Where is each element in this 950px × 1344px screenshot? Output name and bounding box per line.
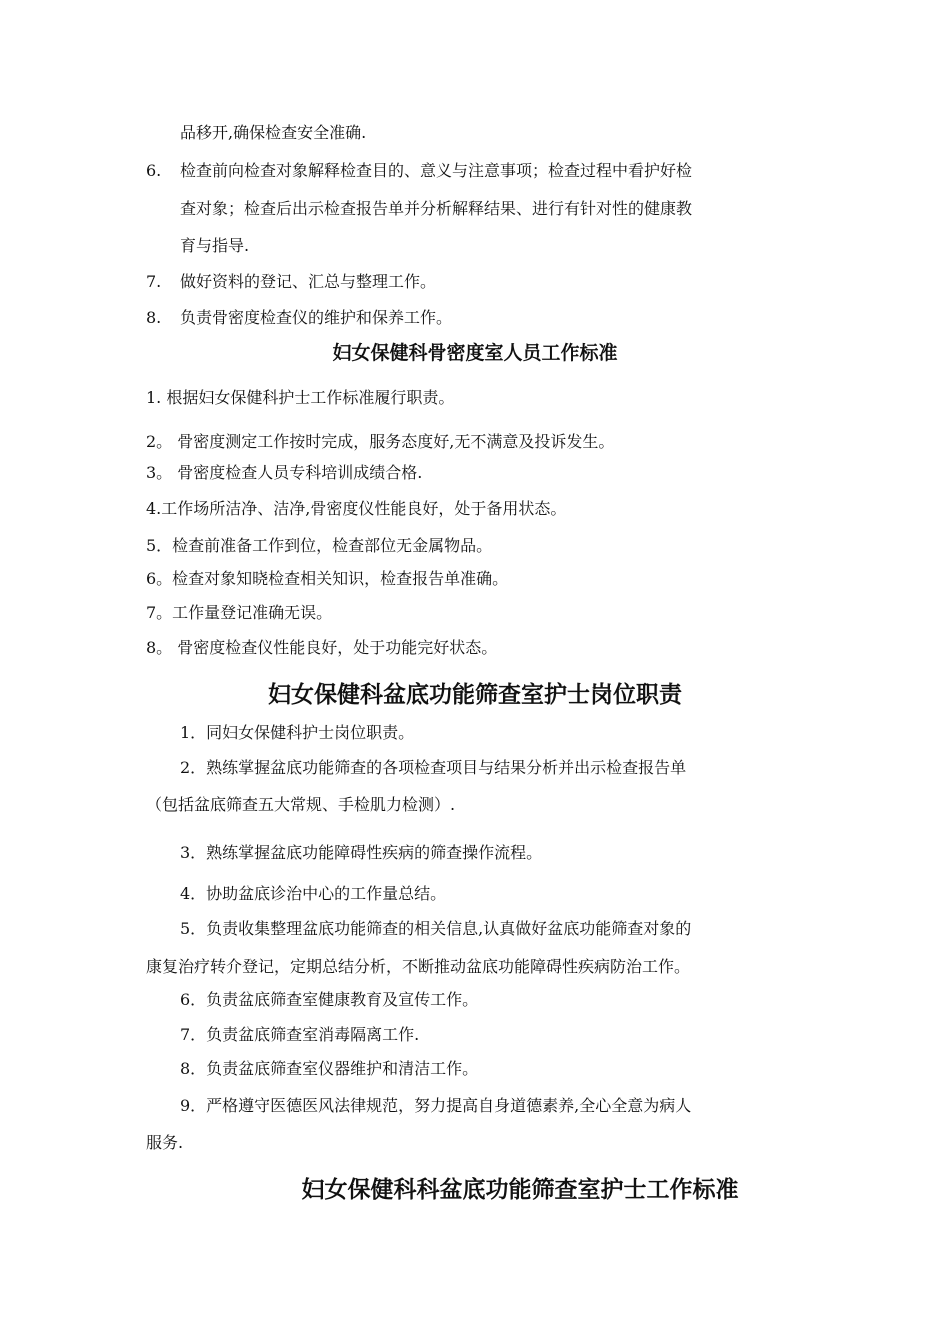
list-item: 1．同妇女保健科护士岗位职责。	[180, 723, 415, 742]
list-item: 6。检查对象知晓检查相关知识，检查报告单准确。	[146, 569, 509, 588]
list-item: 3．熟练掌握盆底功能障碍性疾病的筛查操作流程。	[180, 843, 543, 862]
item-text: 检查前向检查对象解释检查目的、意义与注意事项；检查过程中看护好检	[180, 161, 693, 180]
section-title: 妇女保健科骨密度室人员工作标准	[332, 342, 618, 364]
list-item-continuation: 服务.	[146, 1133, 184, 1152]
list-item: 6．负责盆底筛查室健康教育及宣传工作。	[180, 990, 479, 1009]
list-item: 9．严格遵守医德医风法律规范，努力提高自身道德素养,全心全意为病人	[180, 1096, 692, 1115]
list-item-continuation: 康复治疗转介登记，定期总结分析，不断推动盆底功能障碍性疾病防治工作。	[146, 957, 691, 976]
section-title: 妇女保健科盆底功能筛查室护士岗位职责	[268, 681, 682, 708]
item-number: 8.	[146, 308, 162, 327]
list-item: 5．负责收集整理盆底功能筛查的相关信息,认真做好盆底功能筛查对象的	[180, 919, 692, 938]
item-number: 7.	[146, 272, 162, 291]
list-item: 7。工作量登记准确无误。	[146, 603, 333, 622]
item-text: 做好资料的登记、汇总与整理工作。	[180, 272, 437, 291]
item-text: 查对象；检查后出示检查报告单并分析解释结果、进行有针对性的健康教	[180, 199, 693, 218]
list-item: 4．协助盆底诊治中心的工作量总结。	[180, 884, 447, 903]
list-item: 2．熟练掌握盆底功能筛查的各项检查项目与结果分析并出示检查报告单	[180, 758, 687, 777]
list-item-continuation: （包括盆底筛查五大常规、手检肌力检测）.	[146, 795, 456, 814]
section-title: 妇女保健科科盆底功能筛查室护士工作标准	[301, 1176, 739, 1203]
item-number: 6.	[146, 161, 162, 180]
list-item: 8．负责盆底筛查室仪器维护和清洁工作。	[180, 1059, 479, 1078]
list-item: 5．检查前准备工作到位，检查部位无金属物品。	[146, 536, 493, 555]
item-text: 育与指导.	[180, 236, 250, 255]
list-item: 2。 骨密度测定工作按时完成，服务态度好,无不满意及投诉发生。	[146, 432, 615, 451]
list-item: 7．负责盆底筛查室消毒隔离工作.	[180, 1025, 420, 1044]
continuation-line: 品移开,确保检查安全准确.	[180, 123, 367, 142]
item-text: 负责骨密度检查仪的维护和保养工作。	[180, 308, 453, 327]
list-item: 8。 骨密度检查仪性能良好，处于功能完好状态。	[146, 638, 498, 657]
list-item: 3。 骨密度检查人员专科培训成绩合格.	[146, 463, 423, 482]
list-item: 1. 根据妇女保健科护士工作标准履行职责。	[146, 388, 455, 407]
list-item: 4.工作场所洁净、洁净,骨密度仪性能良好，处于备用状态。	[146, 499, 567, 518]
